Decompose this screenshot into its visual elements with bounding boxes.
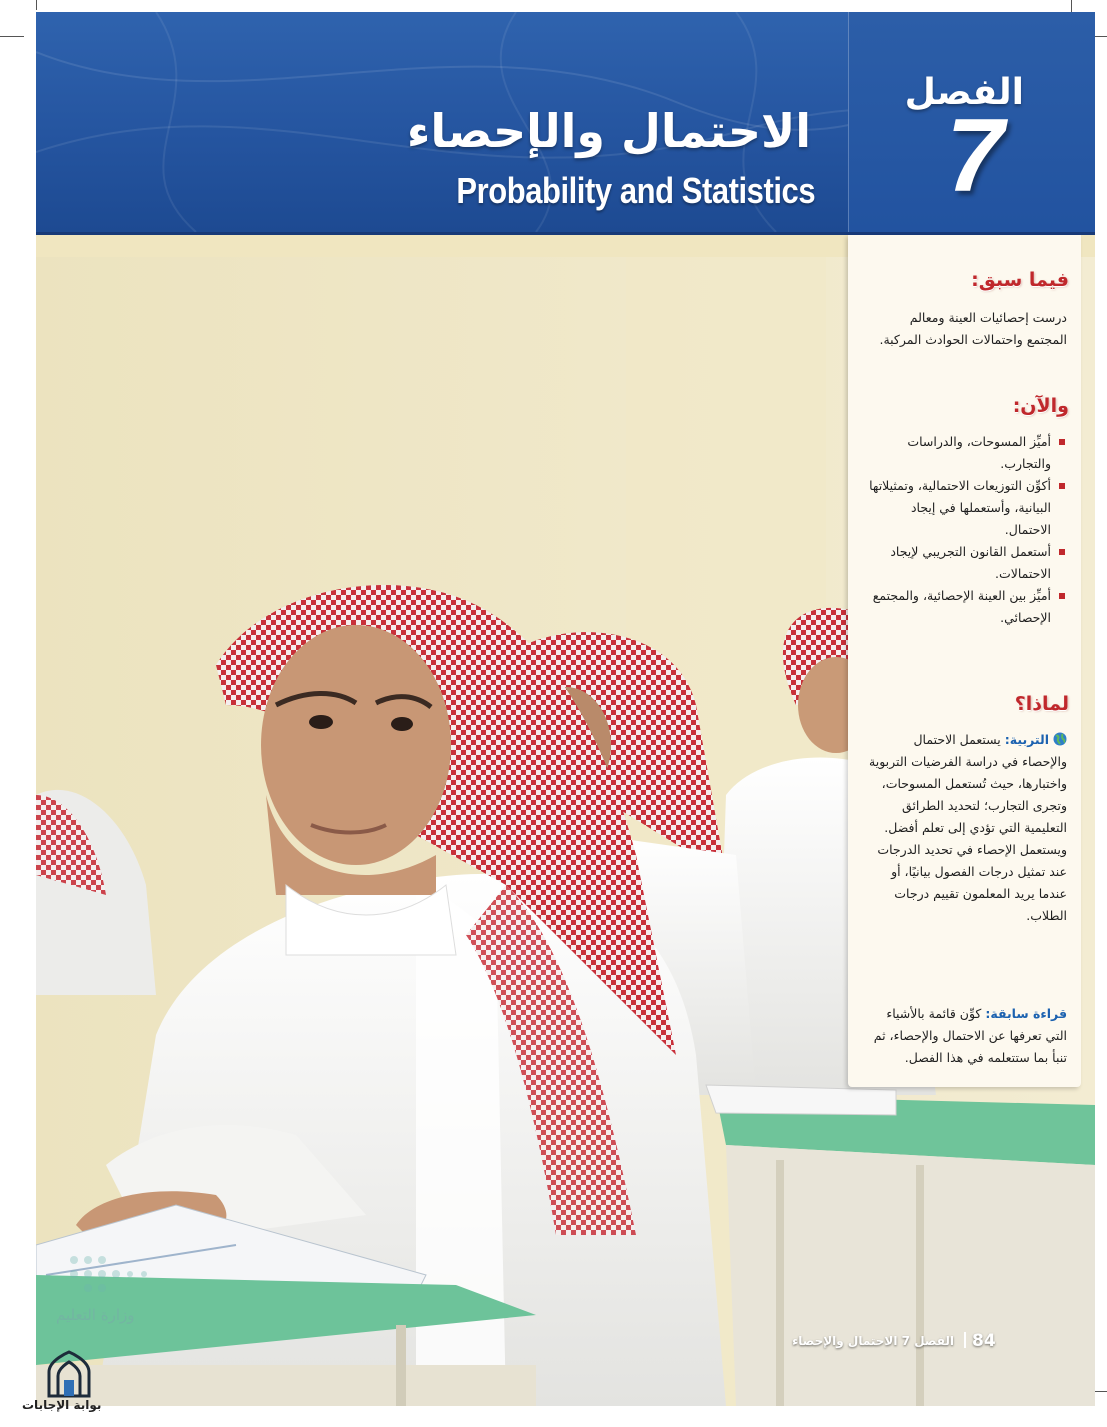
reading-label: قراءة سابقة: [985,1006,1067,1021]
why-heading: لماذا؟ [1014,693,1069,715]
crop-mark [36,0,37,10]
bullet-square-icon [1059,549,1065,555]
chapter-number: 7 [946,98,1004,214]
chapter-intro-sidebar [848,235,1081,1087]
bullet-square-icon [1059,593,1065,599]
previous-text: درست إحصائيات العينة ومعالم المجتمع واحتمالات الحوادث المركبة. [879,310,1067,347]
chapter-word: الفصل [904,72,1024,113]
list-item: أميِّز بين العينة الإحصائية، والمجتمع الإحصائي. [867,585,1067,629]
chapter-title-english: Probability and Statistics [456,170,815,211]
ministry-watermark: وزارة التعليم [56,1306,135,1324]
reading-text: كوِّن قائمة بالأشياء التي تعرفها عن الاحتمال والإحصاء، ثم تنبأ بما ستتعلمه في هذا الفصل. [873,1006,1067,1065]
objectives-list [867,431,1067,629]
why-paragraph [867,729,1067,927]
mosque-logo-icon [44,1350,94,1398]
chapter-number-panel [848,12,1095,232]
portal-watermark: بوابة الإجابات [22,1398,102,1412]
globe-icon [1053,732,1067,746]
previous-heading: فيما سبق: [971,269,1069,291]
page-number: 84 [972,1331,996,1351]
bullet-square-icon [1059,439,1065,445]
reading-paragraph [867,1003,1067,1069]
why-label: التربية: [1004,732,1049,747]
list-item: أميِّز المسوحات، والدراسات والتجارب. [867,431,1067,475]
chapter-banner [36,12,1095,235]
footer-divider [964,1332,966,1348]
why-text: يستعمل الاحتمال والإحصاء في دراسة الفرضيات التربوية واختبارها، حيث تُستعمل المسوحات، وتجرى التجارب؛ لتحديد الطرائق التعليمية التي تؤدي إلى تعلم أفضل. ويستعمل الإحصاء في تحديد الدرجات عند تمثيل درجات الفصول بيانيًا، أو عندما يريد المعلمون تقييم درجات الطلاب. [869,732,1067,923]
footer-chapter-label: الفصل 7 الاحتمال والإحصاء [792,1334,954,1348]
list-item: أكوِّن التوزيعات الاحتمالية، وتمثيلاتها البيانية، وأستعملها في إيجاد الاحتمال. [867,475,1067,541]
chapter-title-arabic: الاحتمال والإحصاء [406,104,811,158]
list-item: أستعمل القانون التجريبي لإيجاد الاحتمالات. [867,541,1067,585]
crop-mark [0,36,24,37]
ministry-logo-dots [64,1250,214,1300]
textbook-page [36,12,1095,1406]
bullet-square-icon [1059,483,1065,489]
now-heading: والآن: [1012,395,1069,417]
